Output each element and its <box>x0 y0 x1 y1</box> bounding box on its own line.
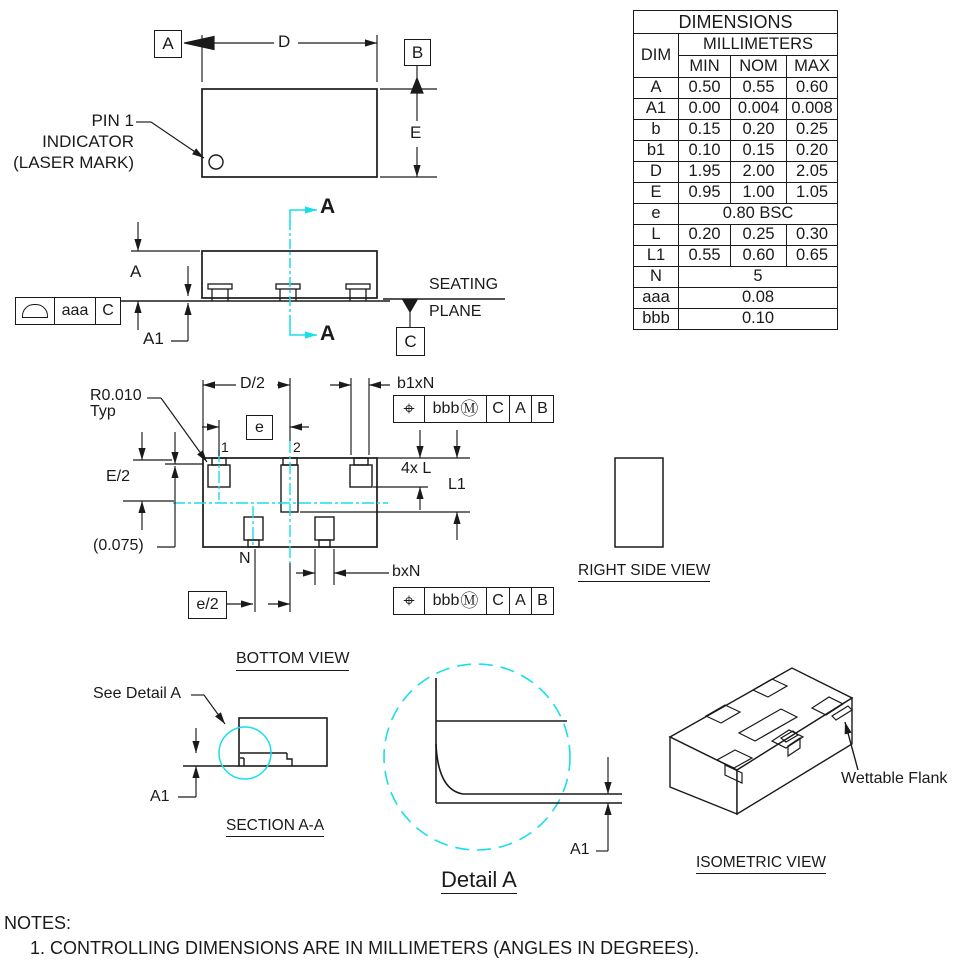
min-cell: 0.55 <box>679 246 731 267</box>
max-cell: 2.05 <box>787 162 838 183</box>
position-icon <box>394 396 425 422</box>
fcf-datum1: C <box>487 588 510 614</box>
fcf-tolerance: bbb <box>432 400 460 417</box>
max-cell: 0.30 <box>787 225 838 246</box>
dim-e-box <box>246 415 273 440</box>
section-arrow-label-bottom: A <box>320 322 336 345</box>
notes-block <box>4 913 699 959</box>
position-symbol: ⌖ <box>403 398 415 420</box>
dim-cell: L1 <box>634 246 679 267</box>
dim-e2-label: E/2 <box>106 468 131 485</box>
dim-e-box-label: e <box>255 418 264 436</box>
min-cell: 0.20 <box>679 225 731 246</box>
nom-cell: 0.55 <box>731 78 787 99</box>
detail-view-drawing <box>384 664 622 851</box>
pin1-number: 1 <box>221 439 229 455</box>
section-view-title: SECTION A-A <box>226 818 324 837</box>
max-cell: 0.65 <box>787 246 838 267</box>
see-detail-a-label: See Detail A <box>93 685 182 702</box>
pin1-callout-line1: PIN 1 <box>91 111 134 130</box>
pin1-indicator-callout <box>2 110 134 173</box>
dim-cell: bbb <box>634 309 679 330</box>
dim-4xl-label: 4x L <box>401 460 432 477</box>
dim-cell: A <box>634 78 679 99</box>
fcf-datum2: A <box>510 396 532 422</box>
bottom-view-title: BOTTOM VIEW <box>236 651 349 671</box>
isometric-view-title: ISOMETRIC VIEW <box>696 855 826 874</box>
dim-l1-label: L1 <box>448 476 466 493</box>
table-row <box>634 288 838 309</box>
min-cell: 0.10 <box>679 141 731 162</box>
profile-of-surface-icon <box>16 298 55 324</box>
dim-cell: N <box>634 267 679 288</box>
table-row <box>634 267 838 288</box>
span-cell: 5 <box>679 267 838 288</box>
dim-cell: E <box>634 183 679 204</box>
table-header-max: MAX <box>787 56 838 78</box>
dim-e-half-box <box>188 591 227 619</box>
nom-cell: 1.00 <box>731 183 787 204</box>
fcf-aaa-tolerance: aaa <box>55 298 96 324</box>
datum-a-box <box>154 30 182 58</box>
max-cell: 0.008 <box>787 99 838 120</box>
span-cell: 0.80 BSC <box>679 204 838 225</box>
fcf-tolerance: bbb <box>432 592 460 609</box>
position-icon <box>394 588 425 614</box>
nom-cell: 0.25 <box>731 225 787 246</box>
table-row <box>634 225 838 246</box>
position-fcf-top <box>393 395 554 423</box>
nom-cell: 0.004 <box>731 99 787 120</box>
position-symbol: ⌖ <box>403 590 415 612</box>
table-row <box>634 309 838 330</box>
table-header-units: MILLIMETERS <box>679 34 838 56</box>
fcf-datum1: C <box>487 396 510 422</box>
dim-a1-side-label: A1 <box>143 329 164 348</box>
table-row <box>634 78 838 99</box>
fcf-datum2: A <box>510 588 532 614</box>
table-row <box>634 99 838 120</box>
dim-d-label: D <box>278 32 291 51</box>
dimensions-table <box>633 10 838 330</box>
min-cell: 0.50 <box>679 78 731 99</box>
dim-e-label: E <box>410 123 422 142</box>
nom-cell: 2.00 <box>731 162 787 183</box>
fcf-datum3: B <box>537 400 548 417</box>
dim-cell: aaa <box>634 288 679 309</box>
span-cell: 0.10 <box>679 309 838 330</box>
pin2-number: 2 <box>293 439 301 455</box>
dim-cell: D <box>634 162 679 183</box>
fcf-tolerance-cell <box>425 396 487 422</box>
max-cell: 1.05 <box>787 183 838 204</box>
table-header-min: MIN <box>679 56 731 78</box>
detail-view-title: Detail A <box>441 868 517 894</box>
table-title: DIMENSIONS <box>634 11 838 34</box>
min-cell: 0.95 <box>679 183 731 204</box>
seating-plane-label-2: PLANE <box>429 303 482 320</box>
flatness-fcf <box>15 297 121 325</box>
dim-cell: b1 <box>634 141 679 162</box>
dim-cell: e <box>634 204 679 225</box>
table-row <box>634 204 838 225</box>
right-side-view-title: RIGHT SIDE VIEW <box>578 563 710 582</box>
position-fcf-bottom <box>393 587 554 615</box>
dim-b1xn-label: b1xN <box>397 375 435 392</box>
nom-cell: 0.60 <box>731 246 787 267</box>
max-cell: 0.20 <box>787 141 838 162</box>
radius-callout-line2: Typ <box>90 403 116 420</box>
section-view-drawing <box>178 695 327 797</box>
min-cell: 0.15 <box>679 120 731 141</box>
datum-c-label: C <box>404 331 417 351</box>
table-row <box>634 183 838 204</box>
max-cell: 0.60 <box>787 78 838 99</box>
dim-cell: A1 <box>634 99 679 120</box>
isometric-view-drawing <box>670 668 858 814</box>
pin1-callout-line3: (LASER MARK) <box>13 153 134 172</box>
datum-b-label: B <box>411 42 424 62</box>
right-side-view-drawing <box>615 458 663 547</box>
radius-callout-line1: R0.010 <box>90 387 142 404</box>
dim-e-half-label: e/2 <box>196 596 219 613</box>
dim-bxn-label: bxN <box>392 563 421 580</box>
nom-cell: 0.20 <box>731 120 787 141</box>
datum-c-box <box>396 327 425 356</box>
dim-a1-detail-label: A1 <box>570 841 590 858</box>
min-cell: 0.00 <box>679 99 731 120</box>
pin-n-label: N <box>239 550 251 567</box>
span-cell: 0.08 <box>679 288 838 309</box>
fcf-tolerance-cell <box>425 588 487 614</box>
seating-plane-label-1: SEATING <box>429 276 499 293</box>
table-header-nom: NOM <box>731 56 787 78</box>
dim-cell: b <box>634 120 679 141</box>
notes-header: NOTES: <box>4 913 72 933</box>
nom-cell: 0.15 <box>731 141 787 162</box>
note-item-1: 1. CONTROLLING DIMENSIONS ARE IN MILLIMETERS (ANGLES IN DEGREES). <box>30 938 700 958</box>
dim-cell: L <box>634 225 679 246</box>
section-arrow-label-top: A <box>320 195 336 218</box>
table-row <box>634 141 838 162</box>
min-cell: 1.95 <box>679 162 731 183</box>
table-row <box>634 120 838 141</box>
datum-a-label: A <box>162 34 174 53</box>
pin1-callout-line2: INDICATOR <box>42 132 134 151</box>
wettable-flank-label: Wettable Flank <box>841 770 948 787</box>
dim-0075-label: (0.075) <box>93 537 144 554</box>
dim-a-label: A <box>130 262 142 281</box>
dim-a1-section-label: A1 <box>150 788 170 805</box>
datum-b-box <box>404 39 431 66</box>
table-row <box>634 162 838 183</box>
mmc-icon: Ⓜ <box>460 591 479 611</box>
mmc-icon: Ⓜ <box>460 399 479 419</box>
fcf-aaa-datum: C <box>102 302 114 319</box>
dim-d-half-label: D/2 <box>240 375 265 392</box>
fcf-datum3: B <box>537 592 548 609</box>
table-header-dim: DIM <box>634 34 679 78</box>
table-row <box>634 246 838 267</box>
max-cell: 0.25 <box>787 120 838 141</box>
